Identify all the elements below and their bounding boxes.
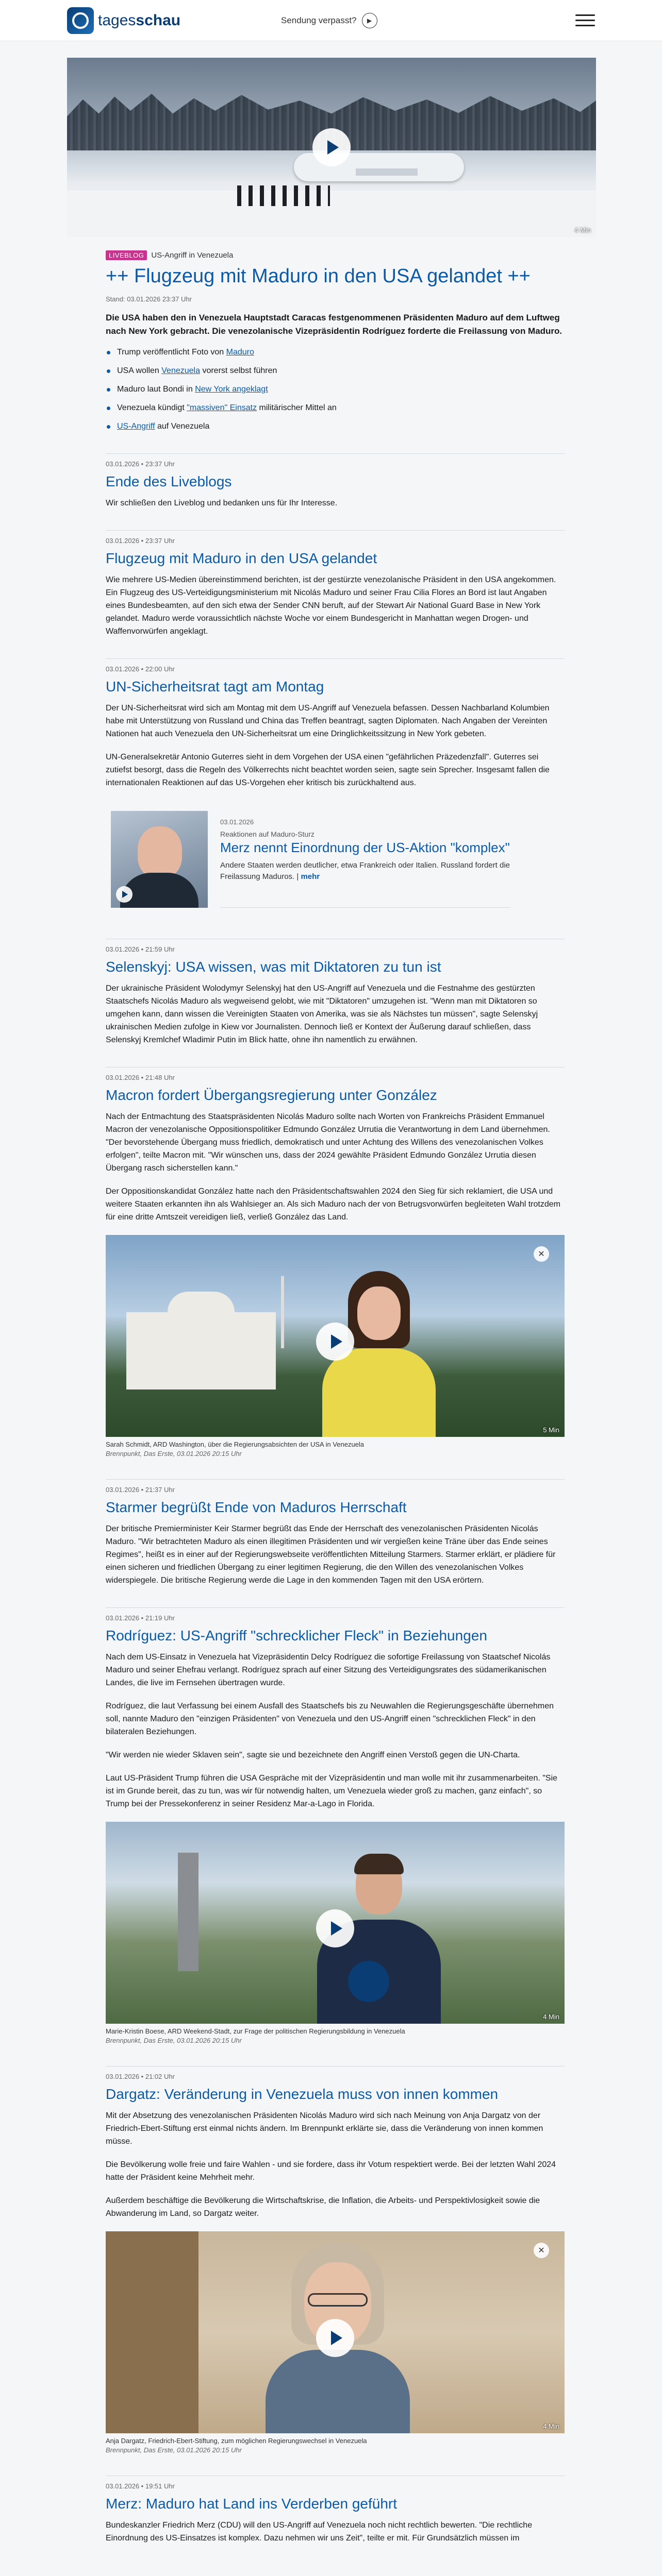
entry-timestamp: 03.01.2026 • 19:51 Uhr [106,2476,565,2490]
video-play-button[interactable] [316,1323,354,1361]
entry-title: Starmer begrüßt Ende von Maduros Herrschaft [106,1499,407,1515]
teaser-text: Andere Staaten werden deutlicher, etwa Frankreich oder Italien. Russland fordert die Freilassung Maduros. | mehr [220,861,510,881]
embedded-video[interactable] [106,1235,565,1437]
site-header [0,0,662,41]
summary-link[interactable]: US-Angriff [117,422,155,431]
liveblog-entry [106,939,565,1046]
liveblog-entry [106,453,565,510]
summary-link[interactable]: Maduro [226,348,254,357]
summary-item: Maduro laut Bondi in New York angeklagt [106,383,565,396]
liveblog-entry [106,1607,565,2045]
summary-item: USA wollen Venezuela vorerst selbst führen [106,365,565,377]
video-duration: 4 Min [543,2422,559,2430]
entry-title: Selenskyj: USA wissen, was mit Diktatoren zu tun ist [106,959,441,975]
entry-text: UN-Generalsekretär Antonio Guterres sieht in dem Vorgehen der USA einen "gefährlichen Präzedenzfall". Guterres sei zutiefst besorgt, dass die Regeln des Völkerrechts nicht beachtet worden seien, sagte sein Sprecher. Insgesamt fallen die internationalen Reaktionen auf das US-Vorgehen eher kritisch bis zurückhaltend aus. [106,753,550,787]
teaser-date: 03.01.2026 [220,818,254,826]
video-caption: Marie-Kristin Boese, ARD Weekend-Stadt, zur Frage der politischen Regierungsbildung in Venezuela Brennpunkt, Das Erste, 03.01.2026 20:15 Uhr [106,2027,405,2044]
video-duration: 4 Min [543,2013,559,2021]
entry-timestamp: 03.01.2026 • 23:37 Uhr [106,453,565,468]
microphone-image [348,1961,389,2002]
summary-link[interactable]: New York angeklagt [195,385,268,394]
article-lead: Die USA haben den in Venezuela Hauptstadt Caracas festgenommenen Präsidenten Maduro auf dem Luftweg nach New York gebracht. Die venezolanische Vizepräsidentin Rodríguez forderte die Freilassung von Maduro. [106,313,562,336]
related-teaser[interactable] [111,811,510,918]
entry-text: Mit der Absetzung des venezolanischen Präsidenten Nicolás Maduro wird sich nach Meinung von Anja Dargatz von der Friedrich-Ebert-Stiftung erst einmal nichts ändern. Im Brennpunkt erklärte sie, dass die Veränderung von innen kommen müsse. [106,2111,543,2146]
tagesschau-logo[interactable] [67,7,180,34]
entry-title: UN-Sicherheitsrat tagt am Montag [106,679,324,694]
video-play-button[interactable] [316,2319,354,2357]
video-caption: Sarah Schmidt, ARD Washington, über die Regierungsabsichten der USA in Venezuela Brennpunkt, Das Erste, 03.01.2026 20:15 Uhr [106,1440,365,1458]
entry-title: Merz: Maduro hat Land ins Verderben geführt [106,2496,398,2512]
entry-timestamp: 03.01.2026 • 21:59 Uhr [106,939,565,953]
article-kicker [106,250,565,260]
teaser-title[interactable]: Merz nennt Einordnung der US-Aktion "komplex" [220,840,510,855]
entry-text: Bundeskanzler Friedrich Merz (CDU) will den US-Angriff auf Venezuela noch nicht rechtlich bewerten. "Die rechtliche Einordnung des US-Einsatzes ist komplex. Dazu nehmen wir uns Zeit", teilte er mit. Für Grundsätzlich müssen im [106,2521,533,2543]
video-play-button[interactable] [312,128,351,166]
sendung-verpasst-link[interactable] [281,13,377,28]
liveblog-entry [106,2066,565,2455]
logo-text: tagesschau [98,11,181,29]
sendung-label: Sendung verpasst? [281,15,357,25]
entry-text: Rodríguez, die laut Verfassung bei einem Ausfall des Staatschefs bis zu Neuwahlen die Regierungsgeschäfte übernehmen soll, nannte Maduro den "einzigen Präsidenten" von Venezuela und den US-Angriff einen "schrecklichen Fleck" in den bilateralen Beziehungen. [106,1702,554,1736]
summary-item: US-Angriff auf Venezuela [106,420,565,433]
liveblog-entry [106,2476,565,2545]
article-title: ++ Flugzeug mit Maduro in den USA gelandet ++ [106,265,531,287]
summary-link[interactable]: Venezuela [161,366,200,375]
entry-text: Außerdem beschäftige die Bevölkerung die Wirtschaftskrise, die Inflation, die Arbeits- und Perspektivlosigkeit sowie die Abwanderung im Land, so Dargatz weiter. [106,2196,540,2218]
entry-timestamp: 03.01.2026 • 21:02 Uhr [106,2066,565,2080]
liveblog-entry [106,1067,565,1459]
close-icon[interactable]: ✕ [534,2243,549,2258]
summary-list [106,346,565,433]
video-caption: Anja Dargatz, Friedrich-Ebert-Stiftung, zum möglichen Regierungswechsel in Venezuela Brennpunkt, Das Erste, 03.01.2026 20:15 Uhr [106,2437,367,2454]
entry-timestamp: 03.01.2026 • 21:19 Uhr [106,1607,565,1622]
entry-title: Ende des Liveblogs [106,473,232,489]
entry-timestamp: 03.01.2026 • 23:37 Uhr [106,530,565,545]
liveblog-entry [106,658,565,789]
entry-title: Dargatz: Veränderung in Venezuela muss von innen kommen [106,2086,499,2102]
article-topline: US-Angriff in Venezuela [151,251,234,260]
hero-video[interactable] [67,58,596,237]
menu-icon[interactable] [575,14,595,26]
liveblog-entry [106,1479,565,1587]
summary-item: Venezuela kündigt "massiven" Einsatz militärischer Mittel an [106,402,565,414]
embedded-video[interactable] [106,1822,565,2024]
teaser-topline: Reaktionen auf Maduro-Sturz [220,830,315,838]
mehr-link[interactable]: mehr [301,872,320,881]
entry-text: Die Bevölkerung wolle freie und faire Wahlen - und sie fordere, dass ihr Votum respektiert werde. Bei der letzten Wahl 2024 hatte der Präsident keine Mehrheit mehr. [106,2160,556,2182]
entry-title: Macron fordert Übergangsregierung unter González [106,1087,437,1103]
liveblog-entry [106,530,565,638]
entry-title: Flugzeug mit Maduro in den USA gelandet [106,550,377,566]
video-duration: 5 Min [543,1426,559,1434]
entry-text: Der ukrainische Präsident Wolodymyr Selenskyj hat den US-Angriff auf Venezuela und die Festnahme des gestürzten Staatschefs Nicolás Maduro als wegweisend gelobt, wie mit "Diktatoren" umzugehen ist. "Wenn man mit Diktatoren so umgehen kann, dann wissen die Vereinigten Staaten von Amerika, was sie als Nächstes tun müssen", sagte Selenskyj ukrainischen Medien zufolge in Kiew vor Journalisten. Dennoch ließ er Kontext der Äußerung darauf schließen, dass Selenskyj Kremlchef Wladimir Putin im Blick hatte, ohne ihn namentlich zu erwähnen. [106,984,538,1044]
logo-icon [67,7,94,34]
video-play-button[interactable] [316,1909,354,1947]
entry-text: Der britische Premierminister Keir Starmer begrüßt das Ende der Herrschaft des venezolanischen Präsidenten Nicolás Maduro. "Wir betrachteten Maduro als einen illegitimen Präsidenten und wir vergießen keine Träne über das Ende seines Regimes", heißt es in einer auf der Regierungswebseite veröffentlichten Mitteilung Starmers. Starmer erklärt, er plädiere für einen sicheren und friedlichen Übergang zu einer legitimen Regierung, die den Willen des venezolanischen Volkes widerspiegele. Die britische Regierung werde die Lage in den kommenden Tagen mit den USA erörtern. [106,1524,556,1585]
entry-timestamp: 03.01.2026 • 22:00 Uhr [106,658,565,673]
entry-text: Nach der Entmachtung des Staatspräsidenten Nicolás Maduro sollte nach Worten von Frankreichs Präsident Emmanuel Macron der venezolanische Oppositionspolitiker Edmundo González Urrutia die Verantwortung in dem Land übernehmen. "Der bevorstehende Übergang muss friedlich, demokratisch und unter Achtung des Willens des venezolanischen Volkes erfolgen", teilte Macron mit. "Wir wünschen uns, dass der 2024 gewählte Präsident Edmundo González Urrutia diesen Übergang rasch sicherstellen kann." [106,1112,550,1173]
entry-text: Der Oppositionskandidat González hatte nach den Präsidentschaftswahlen 2024 den Sieg für sich reklamiert, die USA und weitere Staaten erkannten ihn als Wahlsieger an. Als sich Maduro nach der von Betrugsvorwürfen begleiteten Wahl trotzdem für eine dritte Amtszeit vereidigen ließ, verließ González das Land. [106,1187,560,1222]
entry-timestamp: 03.01.2026 • 21:48 Uhr [106,1067,565,1081]
entry-text: Laut US-Präsident Trump führen die USA Gespräche mit der Vizepräsidentin und man wolle mit ihr zusammenarbeiten. "Sie ist im Grunde bereit, das zu tun, was wir für notwendig halten, um Venezuela wieder groß zu machen, ganz einfach", so Trump bei der Pressekonferenz in seiner Residenz Mar-a-Lago in Florida. [106,1774,558,1808]
entry-text: Wie mehrere US-Medien übereinstimmend berichten, ist der gestürzte venezolanische Präsident in den USA angekommen. Ein Flugzeug des US-Verteidigungsministerium mit Nicolás Maduro und seiner Frau Cilia Flores an Bord ist laut Angaben eines Bundesbeamten, auf den sich etwa der Sender CNN beruft, auf der Stewart Air National Guard Base in New York gelandet. Maduro werde voraussichtlich nächste Woche vor einem Bundesgericht in Manhattan wegen Drogen- und Waffenvorwürfen angeklagt. [106,575,556,636]
teaser-image [111,811,208,908]
video-duration: 4 Min [574,226,591,234]
entry-title: Rodríguez: US-Angriff "schrecklicher Fleck" in Beziehungen [106,1628,487,1643]
article-stand: Stand: 03.01.2026 23:37 Uhr [106,295,192,303]
liveblog-badge: LIVEBLOG [106,250,147,260]
summary-item: Trump veröffentlicht Foto von Maduro [106,346,565,359]
summary-link[interactable]: "massiven" Einsatz [187,403,257,412]
entry-timestamp: 03.01.2026 • 21:37 Uhr [106,1479,565,1494]
close-icon[interactable]: ✕ [534,1246,549,1262]
entry-text: "Wir werden nie wieder Sklaven sein", sagte sie und bezeichnete den Angriff einen Verstoß gegen die UN-Charta. [106,1751,520,1759]
entry-text: Der UN-Sicherheitsrat wird sich am Montag mit dem US-Angriff auf Venezuela befassen. Dessen Nachbarland Kolumbien habe mit Unterstützung von Russland und China das Treffen beantragt, sagten Diplomaten. Nach Angaben der Vereinten Nationen hat auch Venezuela den UN-Sicherheitsrat um eine Dringlichkeitssitzung in New York gebeten. [106,704,550,738]
embedded-video[interactable] [106,2231,565,2433]
play-icon: ▶ [362,13,377,28]
play-icon [116,886,133,903]
entry-text: Nach dem US-Einsatz in Venezuela hat Vizepräsidentin Delcy Rodríguez die sofortige Freilassung von Staatschef Nicolás Maduro und seiner Ehefrau verlangt. Rodríguez sprach auf einer Sitzung des Verteidigungsrates des südamerikanischen Landes, die live im Fernsehen übertragen wurde. [106,1653,551,1687]
entry-text: Wir schließen den Liveblog und bedanken uns für Ihr Interesse. [106,499,338,507]
